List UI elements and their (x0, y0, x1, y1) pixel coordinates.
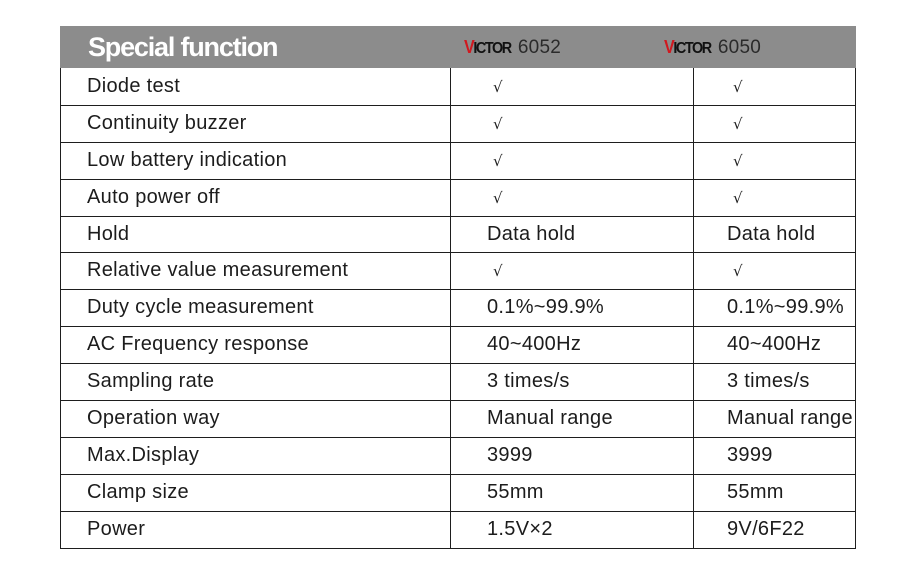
feature-text: AC Frequency response (87, 333, 309, 355)
table-row (61, 216, 856, 252)
feature-text: Duty cycle measurement (87, 296, 314, 318)
value-6050-cell (694, 437, 856, 474)
feature-text: Power (87, 518, 146, 540)
value-6052-cell (451, 474, 694, 511)
value-6050-cell (694, 179, 856, 216)
brand-logo: VICTOR (464, 37, 511, 57)
value-6052-cell (451, 68, 694, 105)
feature-cell (61, 252, 451, 289)
value-6052-cell (451, 289, 694, 326)
value-6050-text: 3 times/s (727, 370, 810, 392)
feature-text: Operation way (87, 407, 220, 429)
value-6050-cell (694, 363, 856, 400)
check-mark-icon: √ (493, 152, 503, 170)
feature-cell (61, 105, 451, 142)
value-6050-text: 55mm (727, 481, 784, 503)
check-mark-icon: √ (493, 115, 503, 133)
table-row (61, 400, 856, 437)
value-6050-cell (694, 326, 856, 363)
feature-cell (61, 474, 451, 511)
value-6050-cell (694, 289, 856, 326)
table-row (61, 437, 856, 474)
value-6052-cell (451, 216, 694, 252)
feature-cell (61, 216, 451, 252)
value-6050-text: Manual range (727, 407, 853, 429)
feature-text: Relative value measurement (87, 259, 349, 281)
feature-text: Clamp size (87, 481, 189, 503)
feature-cell (61, 289, 451, 326)
table-row (61, 142, 856, 179)
spec-table (60, 68, 856, 549)
value-6052-text: 1.5V×2 (487, 518, 553, 540)
model-number: 6052 (517, 37, 561, 58)
feature-text: Sampling rate (87, 370, 215, 392)
table-header (60, 26, 856, 68)
feature-text: Auto power off (87, 186, 220, 208)
value-6052-cell (451, 142, 694, 179)
feature-cell (61, 511, 451, 548)
table-row (61, 179, 856, 216)
brand-logo: VICTOR (664, 37, 711, 57)
value-6050-cell (694, 216, 856, 252)
table-row (61, 511, 856, 548)
value-6052-cell (451, 105, 694, 142)
value-6052-text: Data hold (487, 222, 576, 245)
feature-text: Low battery indication (87, 149, 288, 171)
feature-cell (61, 142, 451, 179)
feature-text: Diode test (87, 74, 181, 97)
check-mark-icon: √ (733, 152, 743, 170)
table-row (61, 105, 856, 142)
value-6052-text: 0.1%~99.9% (487, 296, 604, 318)
feature-cell (61, 400, 451, 437)
value-6050-cell (694, 252, 856, 289)
check-mark-icon: √ (733, 115, 743, 133)
model-header-6052 (464, 35, 561, 61)
feature-cell (61, 437, 451, 474)
value-6052-cell (451, 326, 694, 363)
table-row (61, 68, 856, 105)
value-6050-text: 9V/6F22 (727, 518, 805, 540)
header-title: Special function (88, 32, 278, 62)
value-6050-cell (694, 474, 856, 511)
table-row (61, 252, 856, 289)
table-row (61, 289, 856, 326)
check-mark-icon: √ (493, 189, 503, 207)
value-6052-text: 3 times/s (487, 370, 570, 392)
check-mark-icon: √ (733, 77, 743, 96)
value-6052-text: 40~400Hz (487, 333, 582, 355)
model-header-6050 (664, 35, 761, 61)
feature-cell (61, 179, 451, 216)
table-row (61, 363, 856, 400)
check-mark-icon: √ (493, 77, 503, 96)
value-6050-text: 40~400Hz (727, 333, 822, 355)
table-row (61, 326, 856, 363)
feature-cell (61, 363, 451, 400)
value-6050-cell (694, 68, 856, 105)
check-mark-icon: √ (493, 262, 503, 280)
check-mark-icon: √ (733, 262, 743, 280)
spec-table-container (60, 26, 856, 549)
value-6052-text: Manual range (487, 407, 613, 429)
value-6052-cell (451, 400, 694, 437)
value-6050-text: 3999 (727, 444, 773, 466)
value-6052-cell (451, 437, 694, 474)
feature-cell (61, 68, 451, 105)
value-6052-cell (451, 511, 694, 548)
value-6052-cell (451, 363, 694, 400)
value-6052-text: 55mm (487, 481, 544, 503)
value-6050-cell (694, 400, 856, 437)
model-number: 6050 (717, 37, 761, 58)
value-6052-cell (451, 252, 694, 289)
feature-cell (61, 326, 451, 363)
feature-text: Continuity buzzer (87, 112, 247, 134)
value-6050-cell (694, 105, 856, 142)
check-mark-icon: √ (733, 189, 743, 207)
value-6050-cell (694, 511, 856, 548)
value-6050-text: 0.1%~99.9% (727, 296, 844, 318)
feature-text: Max.Display (87, 444, 200, 466)
value-6050-cell (694, 142, 856, 179)
value-6050-text: Data hold (727, 222, 816, 245)
feature-text: Hold (87, 222, 130, 245)
value-6052-cell (451, 179, 694, 216)
value-6052-text: 3999 (487, 444, 533, 466)
table-row (61, 474, 856, 511)
